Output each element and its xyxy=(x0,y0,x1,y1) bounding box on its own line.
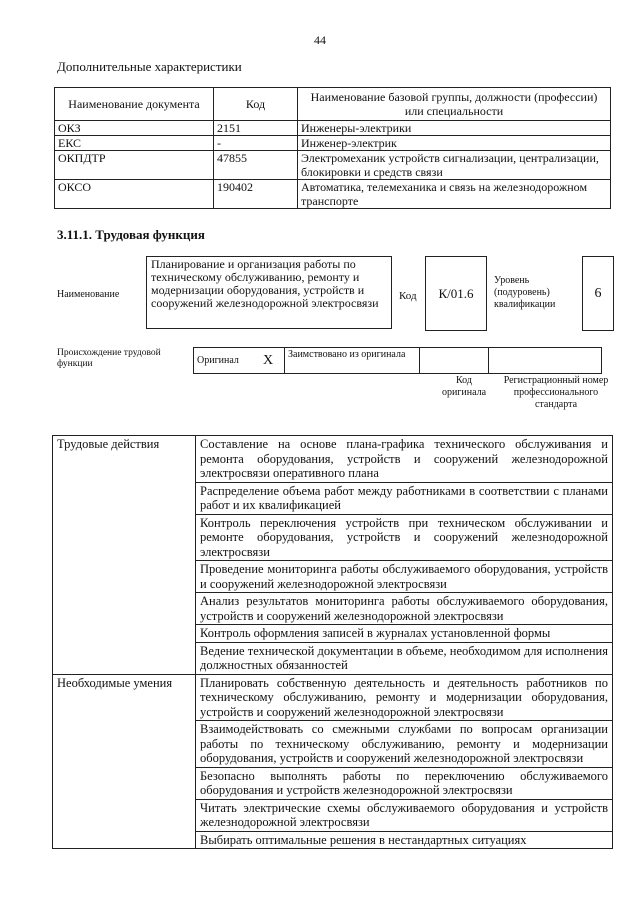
labor-action-item: Анализ результатов мониторинга работы обслуживаемого оборудования, устройств и сооружений железнодорожной электросвязи xyxy=(196,593,613,625)
cell-name: Электромеханик устройств сигнализации, централизации, блокировки и средств связи xyxy=(298,151,611,180)
function-code-value: К/01.6 xyxy=(425,256,487,331)
required-skill-item: Читать электрические схемы обслуживаемого оборудования и устройств железнодорожной электросвязи xyxy=(196,799,613,831)
labor-function-title: 3.11.1. Трудовая функция xyxy=(57,227,205,242)
required-skill-item: Выбирать оптимальные решения в нестандартных ситуациях xyxy=(196,831,613,849)
labor-action-item: Контроль переключения устройств при техническом обслуживании и ремонте оборудования, устройств и сооружений железнодорожной электросвязи xyxy=(196,514,613,561)
table-row xyxy=(55,180,611,209)
cell-code: - xyxy=(214,136,298,151)
cell-doc: ОКПДТР xyxy=(55,151,214,180)
original-label: Оригинал xyxy=(194,348,253,374)
cell-name: Инженер-электрик xyxy=(298,136,611,151)
level-value: 6 xyxy=(582,256,614,331)
labor-actions-label: Трудовые действия xyxy=(53,436,196,675)
function-name-value: Планирование и организация работы по техническому обслуживанию, ремонту и модернизации оборудования, устройств и сооружений железнодорожной электросвязи xyxy=(146,256,392,329)
labor-action-item: Распределение объема работ между работниками в соответствии с планами работ и их квалификацией xyxy=(196,482,613,514)
level-label: Уровень (подуровень) квалификации xyxy=(494,275,556,310)
header-document-name: Наименование документа xyxy=(55,88,214,121)
required-skills-label: Необходимые умения xyxy=(53,674,196,849)
table-row xyxy=(55,121,611,136)
table-row xyxy=(55,136,611,151)
table-row xyxy=(53,674,613,721)
origin-label: Происхождение трудовой функции xyxy=(57,348,161,369)
cell-name: Автоматика, телемеханика и связь на железнодорожном транспорте xyxy=(298,180,611,209)
labor-action-item: Ведение технической документации в объеме, необходимом для исполнения должностных обязанностей xyxy=(196,642,613,674)
cell-code: 2151 xyxy=(214,121,298,136)
table-row xyxy=(53,436,613,483)
page-number: 44 xyxy=(314,33,326,47)
borrowed-label: Заимствовано из оригинала xyxy=(285,348,420,374)
reg-number-cell xyxy=(489,348,602,374)
original-mark: X xyxy=(252,348,285,374)
table-row xyxy=(55,151,611,180)
cell-code: 190402 xyxy=(214,180,298,209)
labor-action-item: Проведение мониторинга работы обслуживаемого оборудования, устройств и сооружений железнодорожной электросвязи xyxy=(196,561,613,593)
table-header-row xyxy=(55,88,611,121)
required-skill-item: Безопасно выполнять работы по переключению обслуживаемого оборудования и устройств железнодорожной электросвязи xyxy=(196,767,613,799)
required-skill-item: Планировать собственную деятельность и деятельность работников по техническому обслуживанию, ремонту и модернизации оборудования, устройств и сооружений железнодорожной электросвязи xyxy=(196,674,613,721)
labor-function-table xyxy=(52,435,613,849)
cell-doc: ЕКС xyxy=(55,136,214,151)
labor-action-item: Составление на основе плана-графика технического обслуживания и ремонта оборудования, устройств и сооружений железнодорожной электросвязи оперативного плана xyxy=(196,436,613,483)
code-original-cell xyxy=(420,348,489,374)
additional-characteristics-table xyxy=(54,87,611,209)
cell-code: 47855 xyxy=(214,151,298,180)
cell-name: Инженеры-электрики xyxy=(298,121,611,136)
additional-characteristics-heading: Дополнительные характеристики xyxy=(57,59,242,74)
name-label: Наименование xyxy=(57,289,120,300)
cell-doc: ОКЗ xyxy=(55,121,214,136)
required-skill-item: Взаимодействовать со смежными службами по вопросам организации работы по техническому обслуживанию, ремонту и модернизации оборудования, устройств и сооружений железнодорожной электросвязи xyxy=(196,721,613,768)
code-label: Код xyxy=(399,290,417,302)
header-code: Код xyxy=(214,88,298,121)
header-group-name: Наименование базовой группы, должности (профессии) или специальности xyxy=(298,88,611,121)
reg-number-label: Регистрационный номер профессионального стандарта xyxy=(503,375,609,410)
origin-table xyxy=(193,347,602,374)
code-original-label: Код оригинала xyxy=(441,375,487,398)
labor-action-item: Контроль оформления записей в журналах установленной формы xyxy=(196,625,613,643)
table-row xyxy=(194,348,602,374)
cell-doc: ОКСО xyxy=(55,180,214,209)
